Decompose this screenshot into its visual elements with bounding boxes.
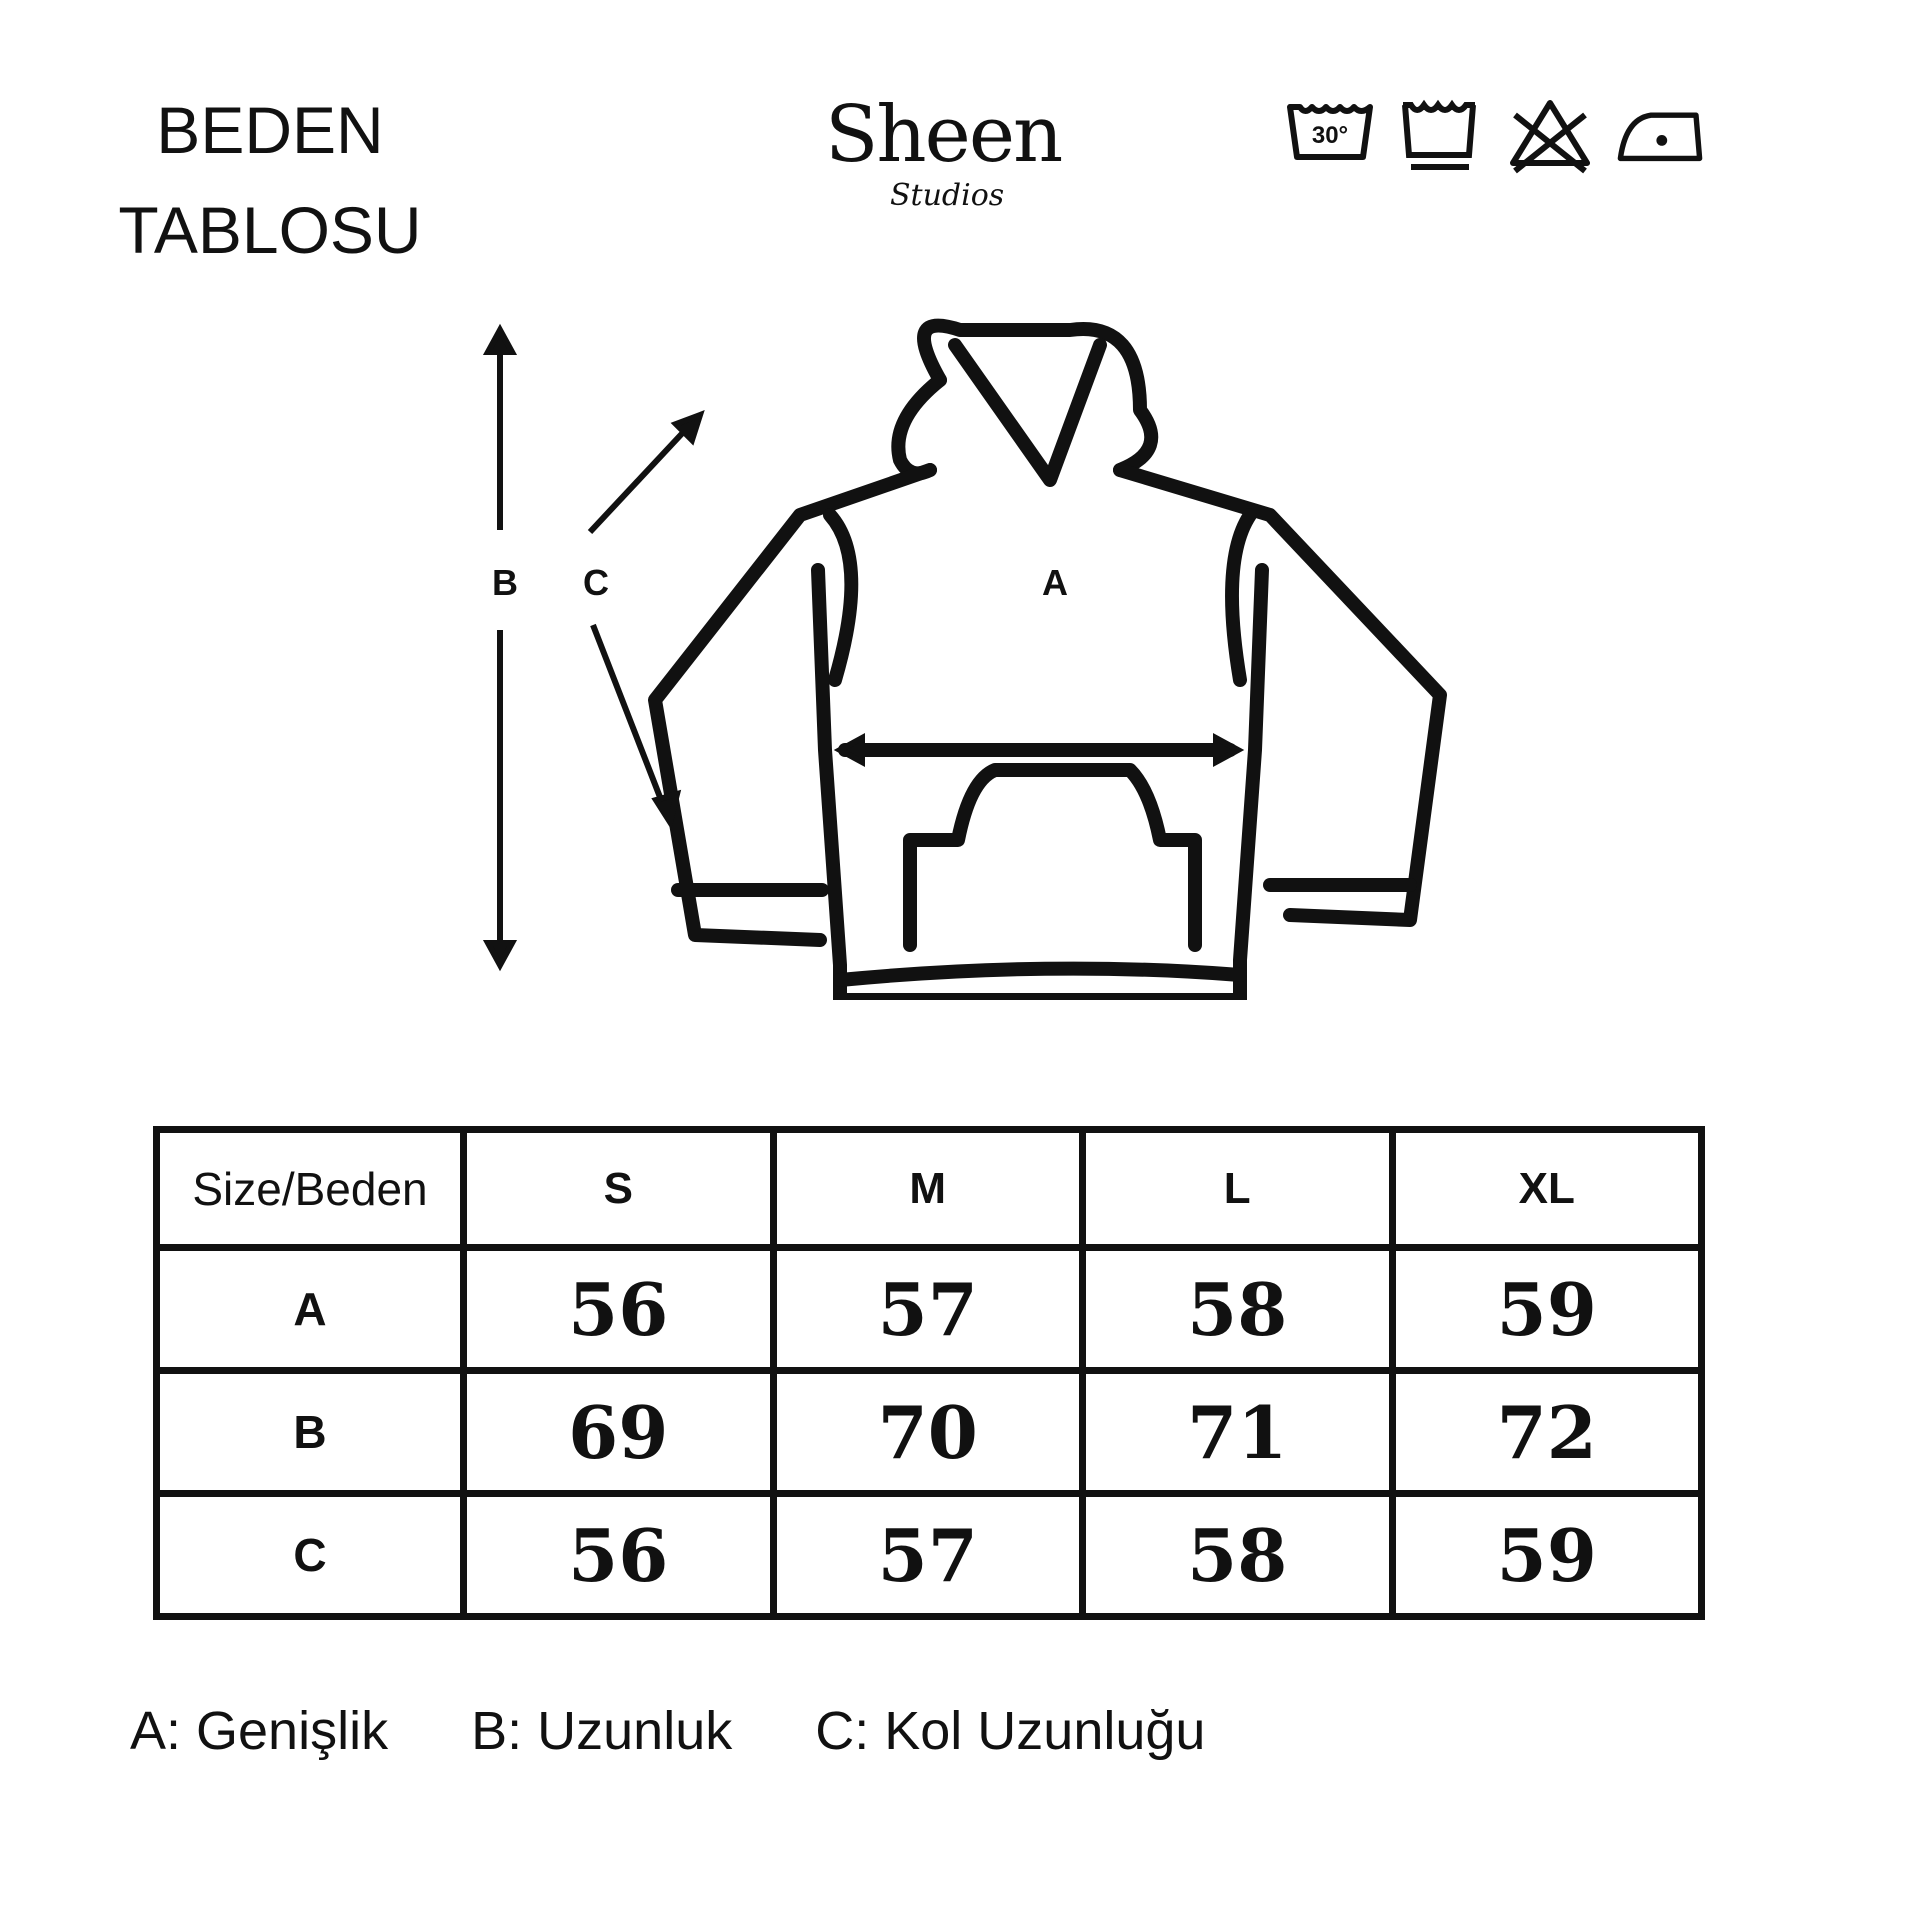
label-a: A bbox=[1042, 562, 1068, 603]
cell-a-m: 57 bbox=[773, 1248, 1083, 1371]
cell-c-m: 57 bbox=[773, 1494, 1083, 1617]
hoodie-illustration bbox=[450, 300, 1500, 1000]
header-cell-xl: XL bbox=[1392, 1130, 1702, 1248]
title-line-1: BEDEN bbox=[156, 93, 384, 167]
legend-b: B: Uzunluk bbox=[471, 1701, 733, 1761]
no-bleach-icon bbox=[1505, 95, 1595, 175]
row-label-b: B bbox=[157, 1371, 464, 1494]
label-c: C bbox=[583, 562, 609, 603]
cell-b-xl: 72 bbox=[1392, 1371, 1702, 1494]
header-cell-s: S bbox=[464, 1130, 774, 1248]
row-label-c: C bbox=[157, 1494, 464, 1617]
legend-a: A: Genişlik bbox=[130, 1701, 389, 1761]
cell-c-xl: 59 bbox=[1392, 1494, 1702, 1617]
cell-c-s: 56 bbox=[464, 1494, 774, 1617]
label-b: B bbox=[492, 562, 518, 603]
legend bbox=[130, 1700, 1273, 1762]
wash-temp-label: 30° bbox=[1311, 122, 1349, 149]
header-cell-size: Size/Beden bbox=[157, 1130, 464, 1248]
header-cell-m: M bbox=[773, 1130, 1083, 1248]
table-row bbox=[157, 1494, 1702, 1617]
care-icons bbox=[1285, 95, 1705, 175]
header-cell-l: L bbox=[1083, 1130, 1393, 1248]
row-label-a: A bbox=[157, 1248, 464, 1371]
hoodie-diagram bbox=[450, 300, 1500, 1000]
cell-b-m: 70 bbox=[773, 1371, 1083, 1494]
hand-wash-icon bbox=[1395, 95, 1485, 175]
cell-b-s: 69 bbox=[464, 1371, 774, 1494]
cell-a-l: 58 bbox=[1083, 1248, 1393, 1371]
table-row bbox=[157, 1248, 1702, 1371]
brand-logo bbox=[810, 90, 1090, 230]
table-header-row bbox=[157, 1130, 1702, 1248]
legend-c: C: Kol Uzunluğu bbox=[815, 1701, 1206, 1761]
iron-low-icon bbox=[1615, 95, 1705, 175]
cell-b-l: 71 bbox=[1083, 1371, 1393, 1494]
logo-main-text: Sheen bbox=[825, 90, 1062, 180]
logo-sub-text: Studios bbox=[890, 178, 1005, 213]
cell-a-xl: 59 bbox=[1392, 1248, 1702, 1371]
cell-a-s: 56 bbox=[464, 1248, 774, 1371]
table-row bbox=[157, 1371, 1702, 1494]
title-line-2: TABLOSU bbox=[118, 193, 422, 267]
wash-30-icon bbox=[1285, 95, 1375, 175]
page-title bbox=[40, 80, 500, 280]
cell-c-l: 58 bbox=[1083, 1494, 1393, 1617]
size-table bbox=[153, 1126, 1705, 1620]
